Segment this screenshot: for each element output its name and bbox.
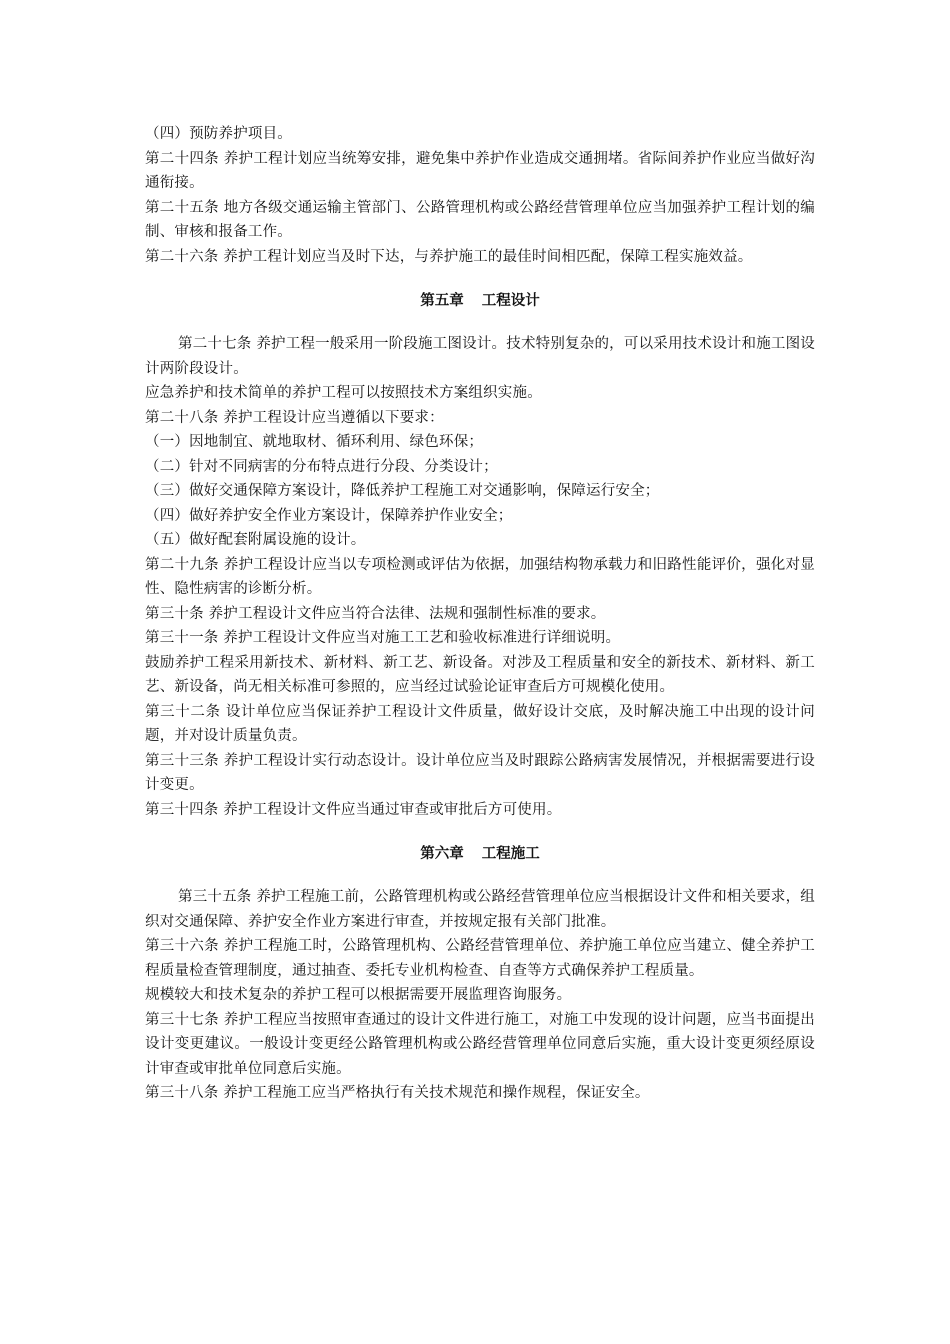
paragraph: 应急养护和技术简单的养护工程可以按照技术方案组织实施。 <box>145 385 542 401</box>
list-item: （五）做好配套附属设施的设计。 <box>145 532 366 548</box>
article-30: 第三十条 养护工程设计文件应当符合法律、法规和强制性标准的要求。 <box>145 605 606 622</box>
chapter-6-number: 第六章 <box>420 846 464 862</box>
list-item: （四）做好养护安全作业方案设计，保障养护作业安全； <box>145 507 513 524</box>
paragraph: 鼓励养护工程采用新技术、新材料、新工艺、新设备。对涉及工程质量和安全的新技术、新材料、新工艺、新设备，尚无相关标准可参照的，应当经过试验论证审查后方可规模化使用。 <box>145 654 815 695</box>
chapter-5-title: 工程设计 <box>481 293 540 309</box>
article-32: 第三十二条 设计单位应当保证养护工程设计文件质量，做好设计交底，及时解决施工中出现的设计问题，并对设计质量负责。 <box>145 703 815 744</box>
chapter-6-title: 工程施工 <box>481 846 540 862</box>
article-36: 第三十六条 养护工程施工时，公路管理机构、公路经营管理单位、养护施工单位应当建立、健全养护工程质量检查管理制度，通过抽查、委托专业机构检查、自查等方式确保养护工程质量。 <box>145 938 815 979</box>
document-page <box>145 122 815 1106</box>
article-24: 第二十四条 养护工程计划应当统筹安排，避免集中养护作业造成交通拥堵。省际间养护作业应当做好沟通衔接。 <box>145 150 815 191</box>
chapter-5-heading <box>145 289 815 313</box>
paragraph: （四）预防养护项目。 <box>145 126 292 142</box>
list-item: （一）因地制宜、就地取材、循环利用、绿色环保； <box>145 434 484 450</box>
article-31: 第三十一条 养护工程设计文件应当对施工工艺和验收标准进行详细说明。 <box>145 630 621 646</box>
article-33: 第三十三条 养护工程设计实行动态设计。设计单位应当及时跟踪公路病害发展情况，并根据需要进行设计变更。 <box>145 752 815 793</box>
article-38: 第三十八条 养护工程施工应当严格执行有关技术规范和操作规程，保证安全。 <box>145 1085 650 1101</box>
article-34: 第三十四条 养护工程设计文件应当通过审查或审批后方可使用。 <box>145 801 562 818</box>
article-28: 第二十八条 养护工程设计应当遵循以下要求： <box>145 409 444 426</box>
list-item: （三）做好交通保障方案设计，降低养护工程施工对交通影响，保障运行安全； <box>145 483 660 499</box>
list-item: （二）针对不同病害的分布特点进行分段、分类设计； <box>145 458 498 475</box>
chapter-5-number: 第五章 <box>420 293 464 309</box>
chapter-6-heading <box>145 842 815 866</box>
article-35: 第三十五条 养护工程施工前，公路管理机构或公路经营管理单位应当根据设计文件和相关要求，组织对交通保障、养护安全作业方案进行审查，并按规定报有关部门批准。 <box>145 889 815 930</box>
article-26: 第二十六条 养护工程计划应当及时下达，与养护施工的最佳时间相匹配，保障工程实施效益。 <box>145 248 753 265</box>
article-25: 第二十五条 地方各级交通运输主管部门、公路管理机构或公路经营管理单位应当加强养护工程计划的编制、审核和报备工作。 <box>145 199 815 240</box>
paragraph: 规模较大和技术复杂的养护工程可以根据需要开展监理咨询服务。 <box>145 987 572 1003</box>
article-27: 第二十七条 养护工程一般采用一阶段施工图设计。技术特别复杂的，可以采用技术设计和施工图设计两阶段设计。 <box>145 336 815 377</box>
article-29: 第二十九条 养护工程设计应当以专项检测或评估为依据，加强结构物承载力和旧路性能评价，强化对显性、隐性病害的诊断分析。 <box>145 556 815 597</box>
article-37: 第三十七条 养护工程应当按照审查通过的设计文件进行施工，对施工中发现的设计问题，应当书面提出设计变更建议。一般设计变更经公路管理机构或公路经营管理单位同意后实施，重大设计变更须经原设计审查或审批单位同意后实施。 <box>145 1011 815 1077</box>
